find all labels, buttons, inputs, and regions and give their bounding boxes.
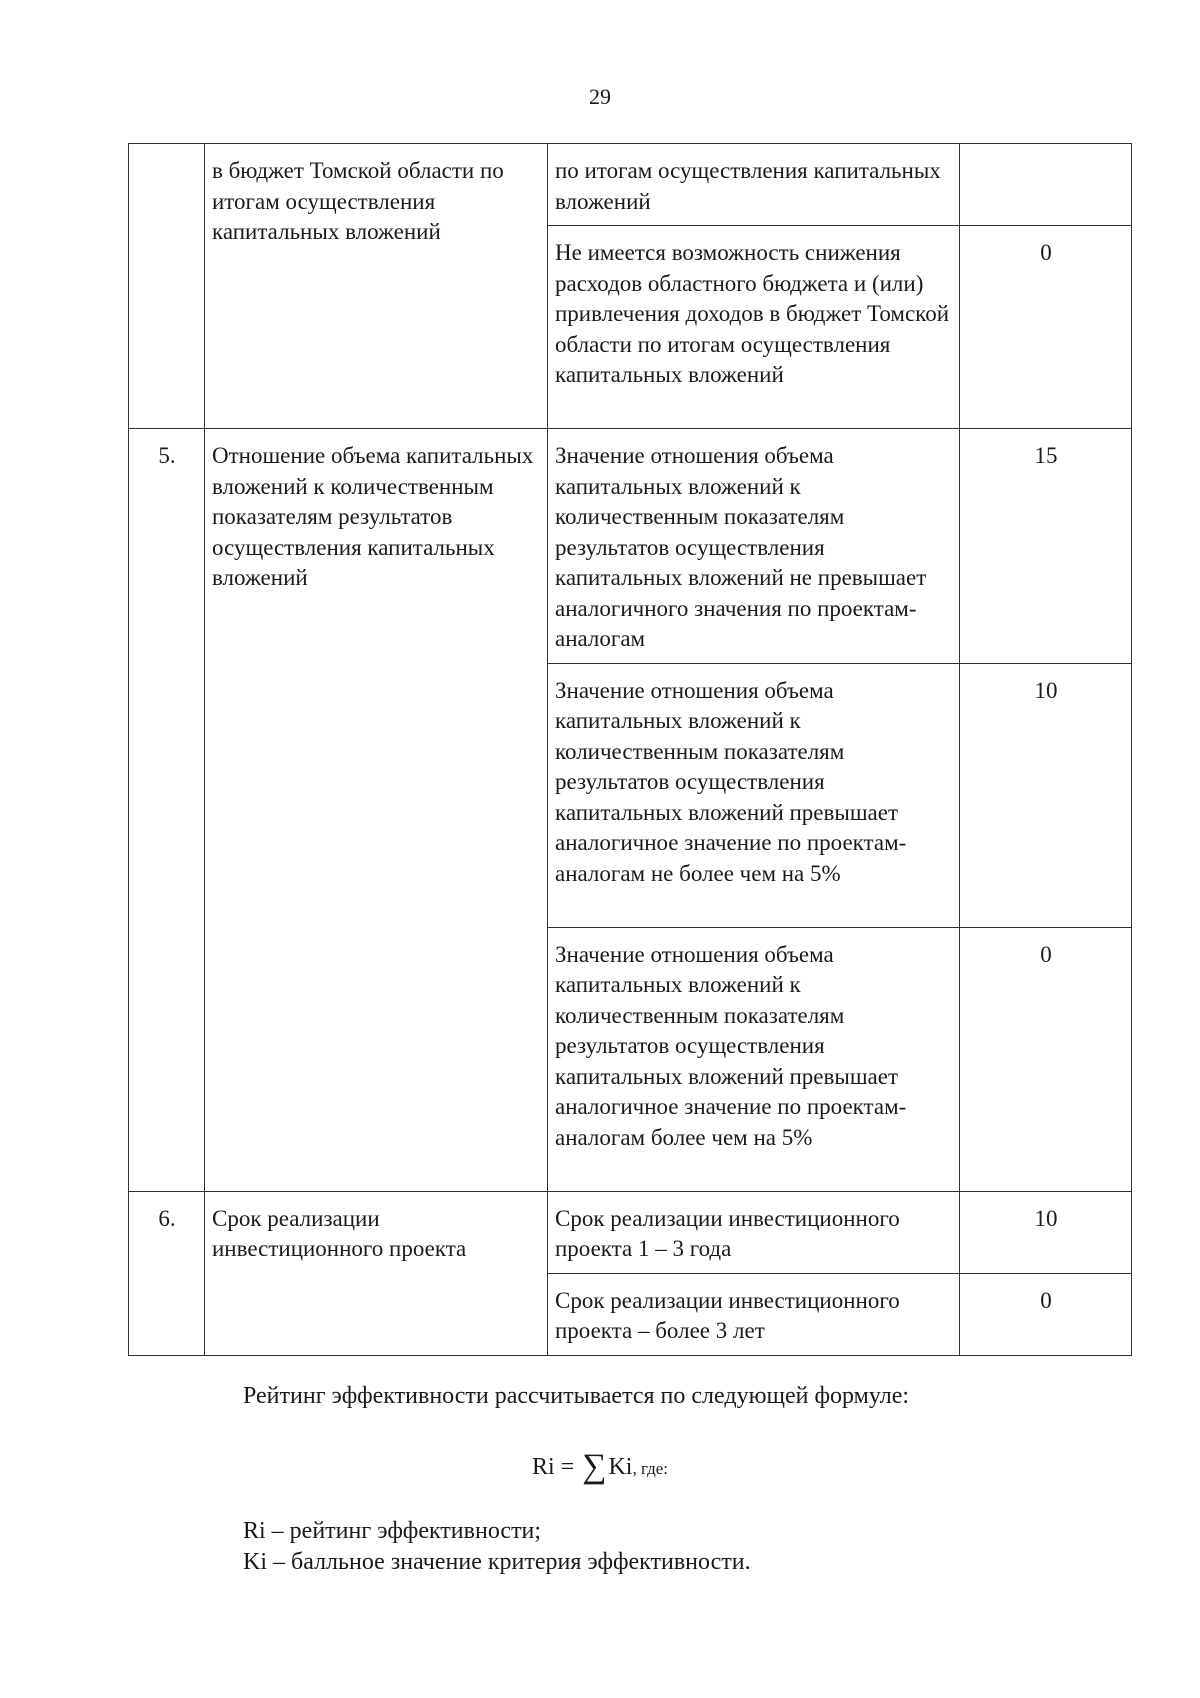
criteria-table bbox=[128, 143, 1132, 1356]
option-score bbox=[960, 144, 1132, 226]
rating-formula bbox=[0, 1445, 1200, 1483]
option-description: Срок реализации инвестиционного проекта 1 – 3 года bbox=[548, 1191, 960, 1273]
option-score: 0 bbox=[960, 226, 1132, 429]
definitions bbox=[243, 1516, 751, 1578]
table-row bbox=[129, 1191, 1132, 1273]
option-description: Не имеется возможность снижения расходов областного бюджета и (или) привлечения доходов в бюджет Томской области по итогам осуществления капитальных вложений bbox=[548, 226, 960, 429]
criterion-cell: Отношение объема капитальных вложений к количественным показателям результатов осуществления капитальных вложений bbox=[205, 429, 548, 1192]
table-row bbox=[129, 429, 1132, 664]
sum-icon: ∑ bbox=[582, 1448, 607, 1485]
option-description: Значение отношения объема капитальных вложений к количественным показателям результатов осуществления капитальных вложений превышает аналогичное значение по проектам-аналогам не более чем на 5% bbox=[548, 663, 960, 927]
option-description: Значение отношения объема капитальных вложений к количественным показателям результатов осуществления капитальных вложений не превышает аналогичного значения по проектам-аналогам bbox=[548, 429, 960, 664]
formula-intro: Рейтинг эффективности рассчитывается по следующей формуле: bbox=[243, 1383, 910, 1409]
formula-suffix: , где: bbox=[632, 1459, 668, 1478]
option-description: Срок реализации инвестиционного проекта – более 3 лет bbox=[548, 1273, 960, 1355]
option-score: 0 bbox=[960, 1273, 1132, 1355]
row-number bbox=[129, 144, 205, 429]
definition-item: Ri – рейтинг эффективности; bbox=[243, 1518, 542, 1544]
formula-lhs: Ri = bbox=[531, 1454, 575, 1480]
criterion-cell: Срок реализации инвестиционного проекта bbox=[205, 1191, 548, 1355]
formula-rhs: Ki bbox=[608, 1454, 633, 1480]
option-description: Значение отношения объема капитальных вложений к количественным показателям результатов осуществления капитальных вложений превышает аналогичное значение по проектам-аналогам более чем на 5% bbox=[548, 927, 960, 1191]
definition-item: Ki – балльное значение критерия эффективности. bbox=[243, 1549, 751, 1575]
row-number: 5. bbox=[129, 429, 205, 1192]
option-description: по итогам осуществления капитальных вложений bbox=[548, 144, 960, 226]
option-score: 10 bbox=[960, 663, 1132, 927]
row-number: 6. bbox=[129, 1191, 205, 1355]
criterion-cell: в бюджет Томской области по итогам осуществления капитальных вложений bbox=[205, 144, 548, 429]
option-score: 15 bbox=[960, 429, 1132, 664]
table-row bbox=[129, 144, 1132, 226]
option-score: 10 bbox=[960, 1191, 1132, 1273]
page-number: 29 bbox=[589, 84, 611, 109]
option-score: 0 bbox=[960, 927, 1132, 1191]
